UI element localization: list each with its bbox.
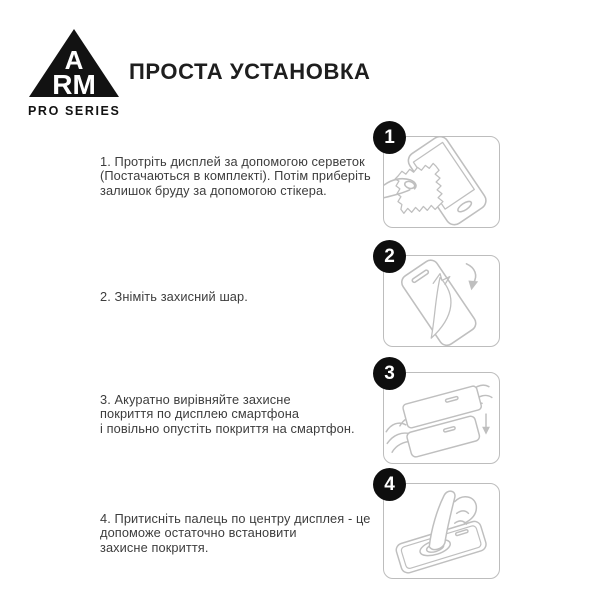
step4-line3: захисне покриття. [100, 539, 209, 555]
step1-line3: залишок бруду за допомогою стікера. [100, 182, 327, 198]
logo-letter-a: A [64, 45, 84, 75]
step3-illustration-box [383, 362, 500, 464]
logo-letters-rm: RM [52, 69, 96, 98]
step1-number-badge: 1 [373, 121, 406, 154]
logo-subtitle: PRO SERIES [28, 104, 121, 118]
step4-illustration-box [383, 473, 500, 579]
step1-text [100, 155, 371, 198]
logo-triangle [28, 28, 120, 98]
press-finger-on-center-icon [384, 484, 499, 578]
step2-illustration-box [383, 245, 500, 347]
step3-text [100, 393, 355, 436]
step4-line1: 4. Притисніть палець по центру дисплея - це [100, 511, 371, 526]
step4-line2: допоможе остаточно встановити [100, 525, 297, 541]
step4-number-badge: 4 [373, 468, 406, 501]
step3-line3: і повільно опустіть покриття на смартфон. [100, 420, 355, 436]
step2-text [100, 290, 248, 304]
step4-text [100, 512, 370, 555]
step2-number-badge: 2 [373, 240, 406, 273]
step3-number-badge: 3 [373, 357, 406, 390]
step3-line1: 3. Акуратно вирівняйте захисне [100, 392, 291, 407]
step3-line2: покриття по дисплею смартфона [100, 406, 300, 422]
wipe-phone-with-cloth-icon [384, 137, 499, 227]
step1-line1: 1. Протріть дисплей за допомогою серветок [100, 154, 365, 169]
arm-pro-series-logo [28, 28, 120, 118]
page-title: ПРОСТА УСТАНОВКА [129, 59, 371, 84]
step1-illustration-box [383, 126, 500, 228]
step2-line1: 2. Зніміть захисний шар. [100, 289, 248, 304]
peel-protective-layer-icon [384, 256, 499, 346]
align-protector-above-phone-icon [384, 373, 499, 463]
step1-line2: (Постачаються в комплекті). Потім приберіть [100, 168, 371, 184]
